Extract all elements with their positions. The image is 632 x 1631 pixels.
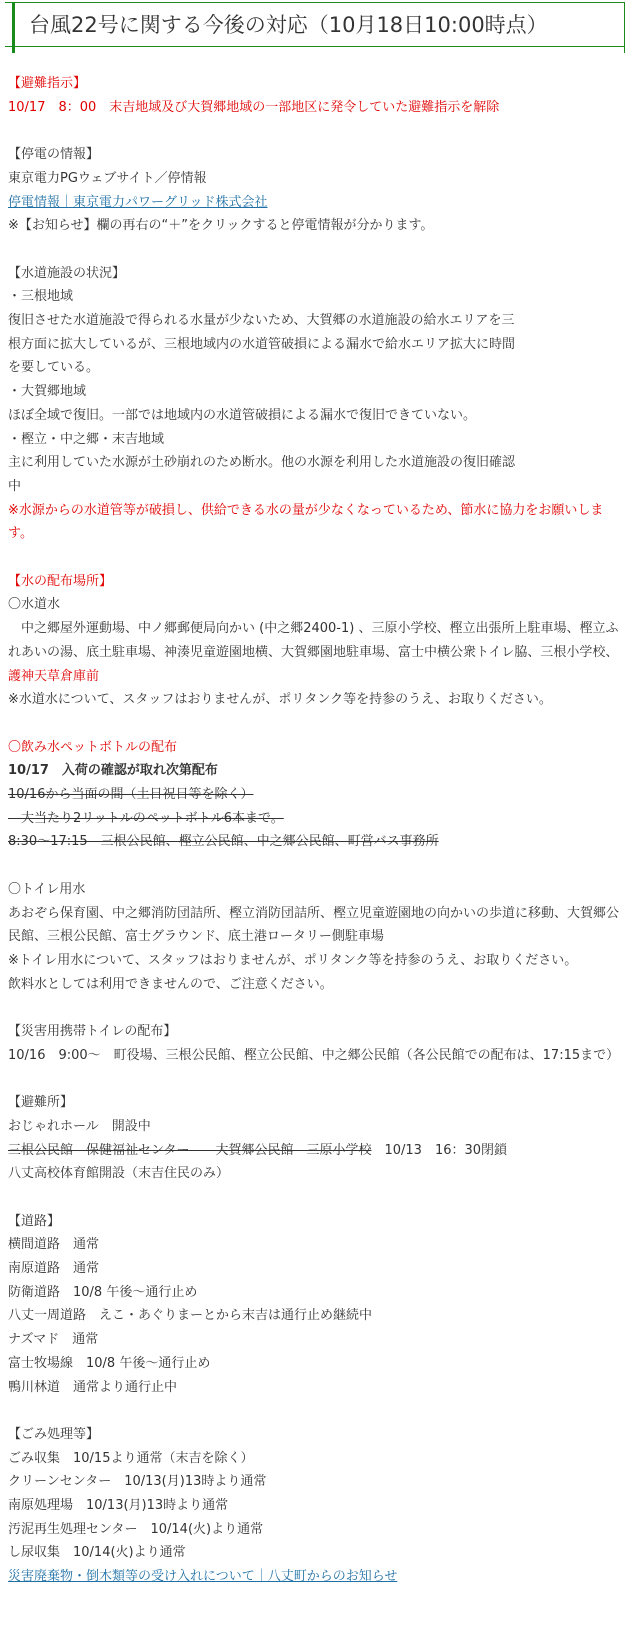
road-item: 八丈一周道路 えこ・あぐりまーとから末吉は通行止め継続中 (8, 1308, 373, 1324)
shelter-line: おじゃれホール 開設中 (8, 1118, 151, 1134)
road-item: 防衛道路 10/8 午後〜通行止め (8, 1284, 198, 1300)
water-text-line: 中 (8, 478, 22, 494)
road-item: 富士牧場線 10/8 午後〜通行止め (8, 1355, 211, 1371)
toilet-water-places: あおぞら保育園、中之郷消防団詰所、樫立消防団詰所、樫立児童遊園地の向かいの歩道に移動、大賀郷公民館、三根公民館、富士グラウンド、底土港ロータリー側駐車場 (8, 905, 620, 945)
power-source: 東京電力PGウェブサイト／停情報 (8, 170, 207, 186)
portable-toilet-text: 10/16 9:00〜 町役場、三根公民館、樫立公民館、中之郷公民館（各公民館での配布は、17:15まで） (8, 1047, 620, 1063)
page-header (5, 2, 625, 47)
road-item: 南原道路 通常 (8, 1261, 100, 1277)
water-heading: 【水道施設の状況】 (8, 265, 126, 281)
water-area-mitsune: ・三根地域 (8, 289, 74, 305)
spacer (8, 996, 624, 1020)
water-text-line: を要している。 (8, 360, 100, 376)
evac-order-line: 10/17 8：00 末吉地域及び大賀郷地域の一部地区に発令していた避難指示を解除 (8, 99, 500, 115)
shelter-closed-line (8, 1139, 624, 1163)
disaster-waste-link[interactable]: 災害廃棄物・倒木類等の受け入れについて｜八丈町からのお知らせ (8, 1569, 398, 1585)
shelter-line: 八丈高校体育館開設（末吉住民のみ） (8, 1166, 230, 1182)
shelter-closed-date: 10/13 16：30閉鎖 (371, 1142, 508, 1158)
spacer (8, 1186, 624, 1210)
bottle-heading: 〇飲み水ペットボトルの配布 (8, 739, 178, 755)
spacer (8, 712, 624, 736)
bottle-status: 10/17 入荷の確認が取れ次第配布 (8, 763, 218, 779)
bottle-old-info: 大当たり2リットルのペットボトル6本まで。 (8, 810, 284, 826)
roads-heading: 【道路】 (8, 1213, 61, 1229)
notice-body (8, 72, 624, 1589)
distribution-heading: 【水の配布場所】 (8, 573, 113, 589)
garbage-item: クリーンセンター 10/13(月)13時より通常 (8, 1474, 267, 1490)
portable-toilet-heading: 【災害用携帯トイレの配布】 (8, 1024, 177, 1040)
road-item: 鴨川林道 通常より通行止中 (8, 1379, 178, 1395)
spacer (8, 238, 624, 262)
page-title: 台風22号に関する今後の対応（10月18日10:00時点） (29, 13, 548, 37)
water-text-line: 復旧させた水道施設で得られる水量が少ないため、大賀郷の水道施設の給水エリアを三 (8, 313, 515, 328)
bottle-old-info: 10/16から当面の間（土日祝日等を除く） (8, 787, 254, 803)
water-text-line: 主に利用していた水源が土砂崩れのため断水。他の水源を利用した水道施設の復旧確認 (8, 455, 516, 471)
spacer (8, 854, 624, 878)
toilet-water-note: 飲料水としては利用できませんので、ご注意ください。 (8, 976, 333, 992)
water-area-kashitate: ・樫立・中之郷・末吉地域 (8, 431, 165, 447)
tap-water-note: ※水道水について、スタッフはおりませんが、ポリタンク等を持参のうえ、お取りください。 (8, 692, 552, 708)
road-item: ナズマド 通常 (8, 1332, 99, 1348)
spacer (8, 1399, 624, 1423)
bottle-old-info: 8:30〜17:15 三根公民館、樫立公民館、中之郷公民館、町営バス事務所 (8, 834, 439, 850)
header-right-border (624, 3, 625, 53)
spacer (8, 546, 624, 570)
shelter-heading: 【避難所】 (8, 1095, 74, 1111)
spacer (8, 1067, 624, 1091)
garbage-heading: 【ごみ処理等】 (8, 1426, 100, 1442)
water-conservation-warning: ※水源からの水道管等が破損し、供給できる水の量が少なくなっているため、節水に協力をお願いします。 (8, 502, 604, 542)
water-text-line: 根方面に拡大しているが、三根地域内の水道管破損による漏水で給水エリア拡大に時間 (8, 336, 516, 352)
tap-water-places (8, 617, 624, 688)
tap-water-heading: 〇水道水 (8, 597, 61, 613)
header-accent-bar (12, 3, 15, 53)
road-item: 横間道路 通常 (8, 1237, 100, 1253)
toilet-water-note: ※トイレ用水について、スタッフはおりませんが、ポリタンク等を持参のうえ、お取りください。 (8, 952, 578, 968)
evac-order-heading: 【避難指示】 (8, 76, 87, 91)
water-area-okago: ・大賀郷地域 (8, 384, 87, 400)
tap-water-place-list: 中之郷屋外運動場、中ノ郷郵便局向かい (中之郷2400-1) 、三原小学校、樫立出張所上駐車場、樫立ふれあいの湯、底土駐車場、神湊児童遊園地横、大賀郷園地駐車場、富士中横公衆トイレ脇、三根小学校、 (8, 621, 619, 660)
shelter-closed-list: 三根公民館 保健福祉センター 大賀郷公民館 三原小学校 (8, 1142, 372, 1158)
tap-water-place-highlight: 護神天草倉庫前 (8, 668, 100, 684)
garbage-item: ごみ収集 10/15より通常（末吉を除く） (8, 1450, 254, 1466)
garbage-item: し尿収集 10/14(火)より通常 (8, 1545, 186, 1561)
power-note: ※【お知らせ】欄の再右の“＋”をクリックすると停電情報が分かります。 (8, 218, 434, 234)
garbage-item: 南原処理場 10/13(月)13時より通常 (8, 1498, 229, 1514)
toilet-water-heading: 〇トイレ用水 (8, 881, 86, 897)
garbage-item: 汚泥再生処理センター 10/14(火)より通常 (8, 1521, 264, 1537)
power-heading: 【停電の情報】 (8, 147, 100, 163)
water-text-line: ほぼ全域で復旧。一部では地域内の水道管破損による漏水で復旧できていない。 (8, 407, 477, 423)
spacer (8, 119, 624, 143)
power-outage-link[interactable]: 停電情報｜東京電力パワーグリッド株式会社 (8, 194, 268, 210)
